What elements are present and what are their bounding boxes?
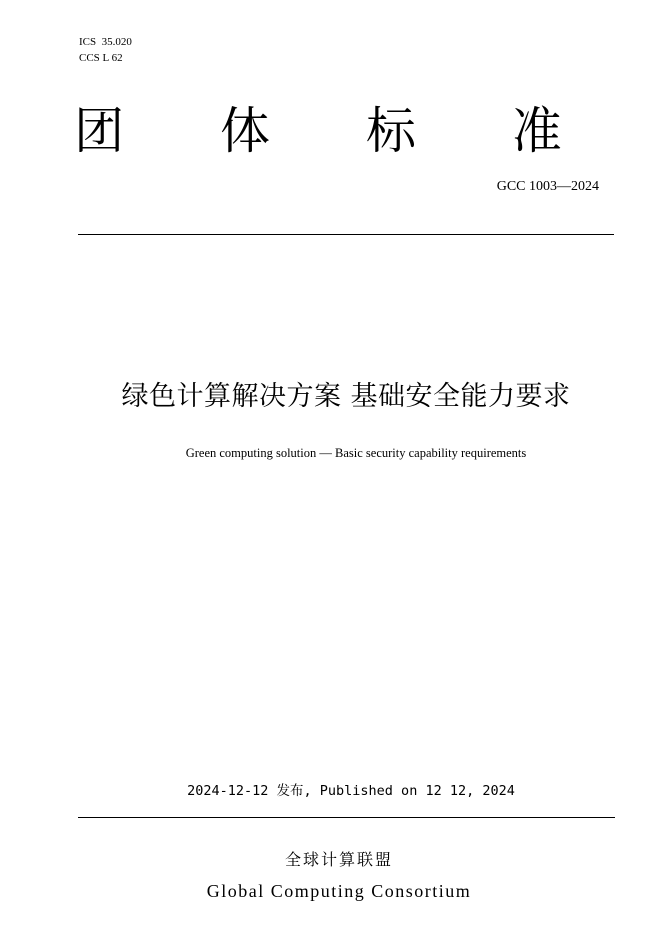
- ccs-code: CCS L 62: [79, 52, 123, 64]
- organization-name-en: Global Computing Consortium: [206, 881, 472, 901]
- classification-codes: [79, 34, 132, 66]
- bottom-divider: [78, 817, 615, 818]
- document-type-title: 团 体 标 准: [74, 102, 602, 160]
- publish-date: 2024-12-12 发布, Published on 12 12, 2024: [187, 783, 515, 799]
- standard-number: GCC 1003—2024: [496, 179, 599, 194]
- english-title: Green computing solution — Basic security capability requirements: [185, 446, 527, 460]
- organization-name-cn: 全球计算联盟: [284, 850, 393, 869]
- top-divider: [78, 234, 614, 235]
- ics-code: ICS 35.020: [79, 36, 132, 48]
- chinese-title: 绿色计算解决方案 基础安全能力要求: [121, 381, 571, 412]
